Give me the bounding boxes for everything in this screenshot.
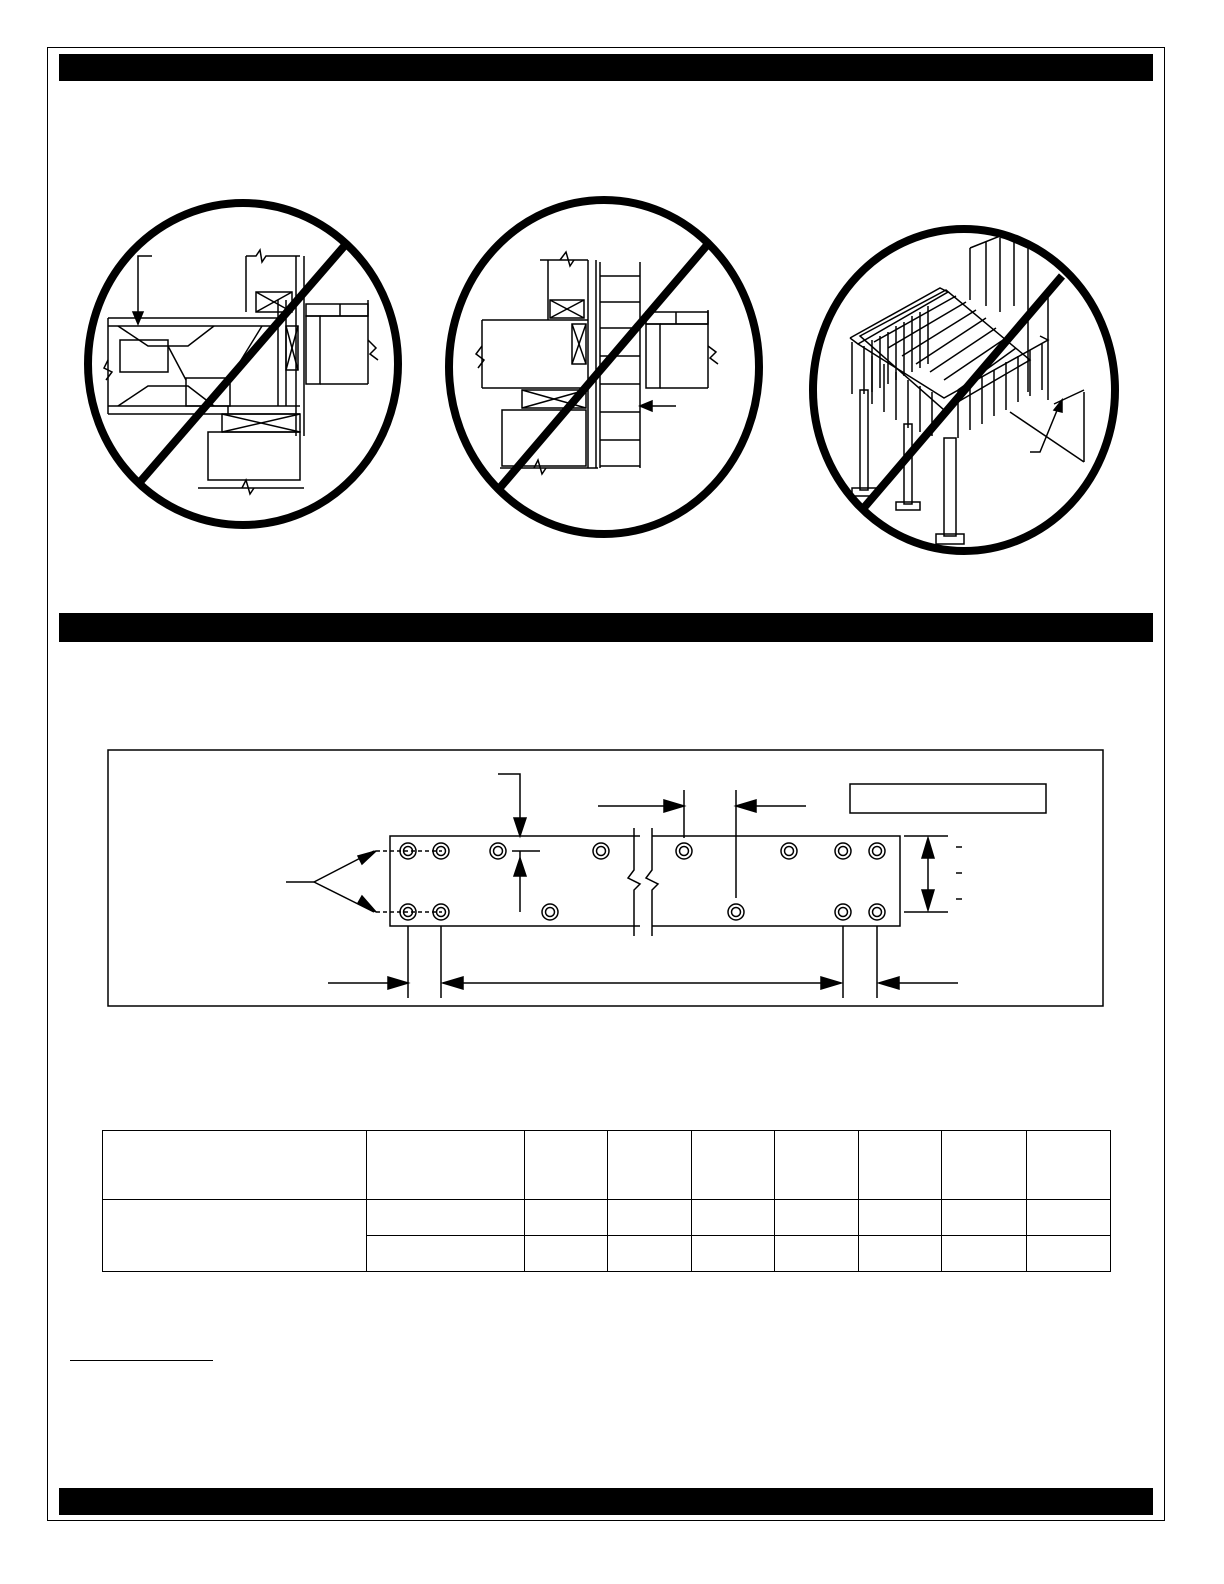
table-cell [942,1236,1027,1272]
table-cell [608,1200,692,1236]
prohibited-sign-icon [813,229,1115,551]
table-cell [775,1200,859,1236]
bolt-icon [781,843,797,859]
figure-no-attach-through-brick-veneer [476,252,718,474]
table-cell [367,1200,525,1236]
bolt-icon [728,904,744,920]
table-cell [692,1236,775,1272]
callout-box [850,784,1046,813]
ledger-fastening-diagram [108,750,1103,1006]
bolt-icon [542,904,558,920]
table-cell [608,1236,692,1272]
table-header-cell [859,1131,942,1200]
prohibited-sign-icon [449,200,759,534]
fastener-spacing-table [102,1130,1110,1272]
prohibited-sign-icon [88,203,398,525]
footnote-rule [70,1360,213,1361]
table-header-cell [775,1131,859,1200]
table-cell [775,1236,859,1272]
table-cell [367,1236,525,1272]
table-header-cell [608,1131,692,1200]
table-header-cell [103,1131,367,1200]
table-cell [525,1200,608,1236]
figure-no-attach-floor-truss [104,250,378,494]
table-cell [1027,1200,1111,1236]
bolt-icon [593,843,609,859]
spec-table [102,1130,1111,1272]
bolt-icon [835,843,851,859]
bolt-icon [835,904,851,920]
table-cell [942,1200,1027,1236]
table-cell [692,1200,775,1236]
table-cell [525,1236,608,1272]
table-cell [859,1200,942,1236]
bolt-icon [869,904,885,920]
table-header-cell [692,1131,775,1200]
table-header-cell [367,1131,525,1200]
table-cell [859,1236,942,1272]
table-header-cell [525,1131,608,1200]
bolt-icon [676,843,692,859]
bolt-icon [869,843,885,859]
diagram-frame [108,750,1103,1006]
table-cell [1027,1236,1111,1272]
table-row [103,1200,1111,1236]
bolt-icon [490,843,506,859]
table-cell-row-label [103,1200,367,1272]
table-header-row [103,1131,1111,1200]
table-header-cell [1027,1131,1111,1200]
ledger-bolts [400,843,885,920]
table-header-cell [942,1131,1027,1200]
